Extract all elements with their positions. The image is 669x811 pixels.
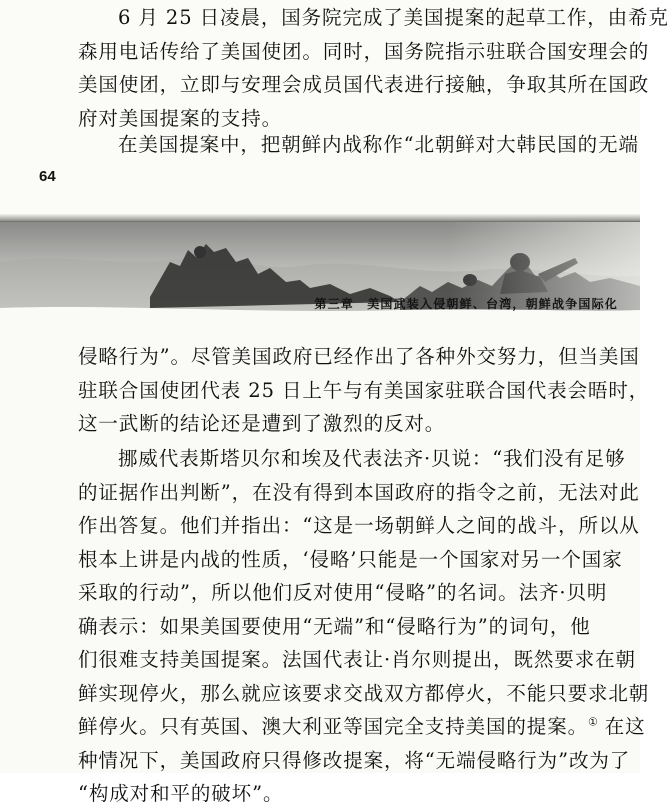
footnote-marker[interactable]: ① — [588, 715, 599, 729]
bottom-paragraph-1 — [78, 340, 650, 441]
text-line: 种情况下，美国政府只得修改提案，将“无端侵略行为”改为了 — [78, 748, 631, 772]
text-line: 驻联合国使团代表 25 日上午与有美国家驻联合国代表会晤时， — [78, 378, 650, 402]
text-line: 确表示：如果美国要使用“无端”和“侵略行为”的词句，他 — [78, 614, 591, 638]
header-photo-illustration — [0, 222, 640, 342]
text-line: 这一武断的结论还是遭到了激烈的反对。 — [78, 412, 446, 435]
bottom-page — [0, 222, 650, 805]
running-head: 第三章 美国武装入侵朝鲜、台湾，朝鲜战争国际化 — [314, 297, 618, 311]
top-paragraph-2 — [78, 128, 639, 162]
text-line: 鲜实现停火，那么就应该要求交战双方都停火，不能只要求北朝 — [78, 681, 650, 705]
text-line: 森用电话传给了美国使团。同时，国务院指示驻联合国安理会的 — [78, 39, 650, 63]
text-line: 采取的行动”，所以他们反对使用“侵略”的名词。法齐·贝明 — [78, 581, 608, 604]
top-page — [0, 0, 669, 222]
text-line: 们很难支持美国提案。法国代表让·肖尔则提出，既然要求在朝 — [78, 648, 636, 671]
text-line: 作出答复。他们并指出：“这是一场朝鲜人之间的战斗，所以从 — [78, 514, 640, 537]
bottom-paragraph-2 — [78, 442, 650, 811]
text-segment: 鲜停火。只有英国、澳大利亚等国完全支持美国的提案。 — [78, 715, 589, 738]
text-line: 府对美国提案的支持。 — [78, 106, 283, 130]
text-line: “构成对和平的破坏”。 — [78, 782, 284, 805]
top-paragraph-1 — [78, 1, 669, 135]
text-line: 6 月 25 日凌晨，国务院完成了美国提案的起草工作，由希克 — [118, 6, 669, 29]
page-number: 64 — [39, 168, 56, 185]
text-line: 在美国提案中，把朝鲜内战称作“北朝鲜对大韩民国的无端 — [118, 133, 639, 156]
text-line: 挪威代表斯塔贝尔和埃及代表法齐·贝说：“我们没有足够 — [118, 447, 626, 470]
text-line: 的证据作出判断”，在没有得到本国政府的指令之前，无法对此 — [78, 480, 640, 504]
text-segment: 在这 — [604, 715, 646, 738]
text-line: 侵略行为”。尽管美国政府已经作出了各种外交努力，但当美国 — [78, 345, 640, 368]
text-line — [78, 710, 646, 744]
text-line: 美国使团，立即与安理会成员国代表进行接触，争取其所在国政 — [78, 73, 650, 96]
text-line: 根本上讲是内战的性质，‘侵略’只能是一个国家对另一个国家 — [78, 547, 623, 571]
